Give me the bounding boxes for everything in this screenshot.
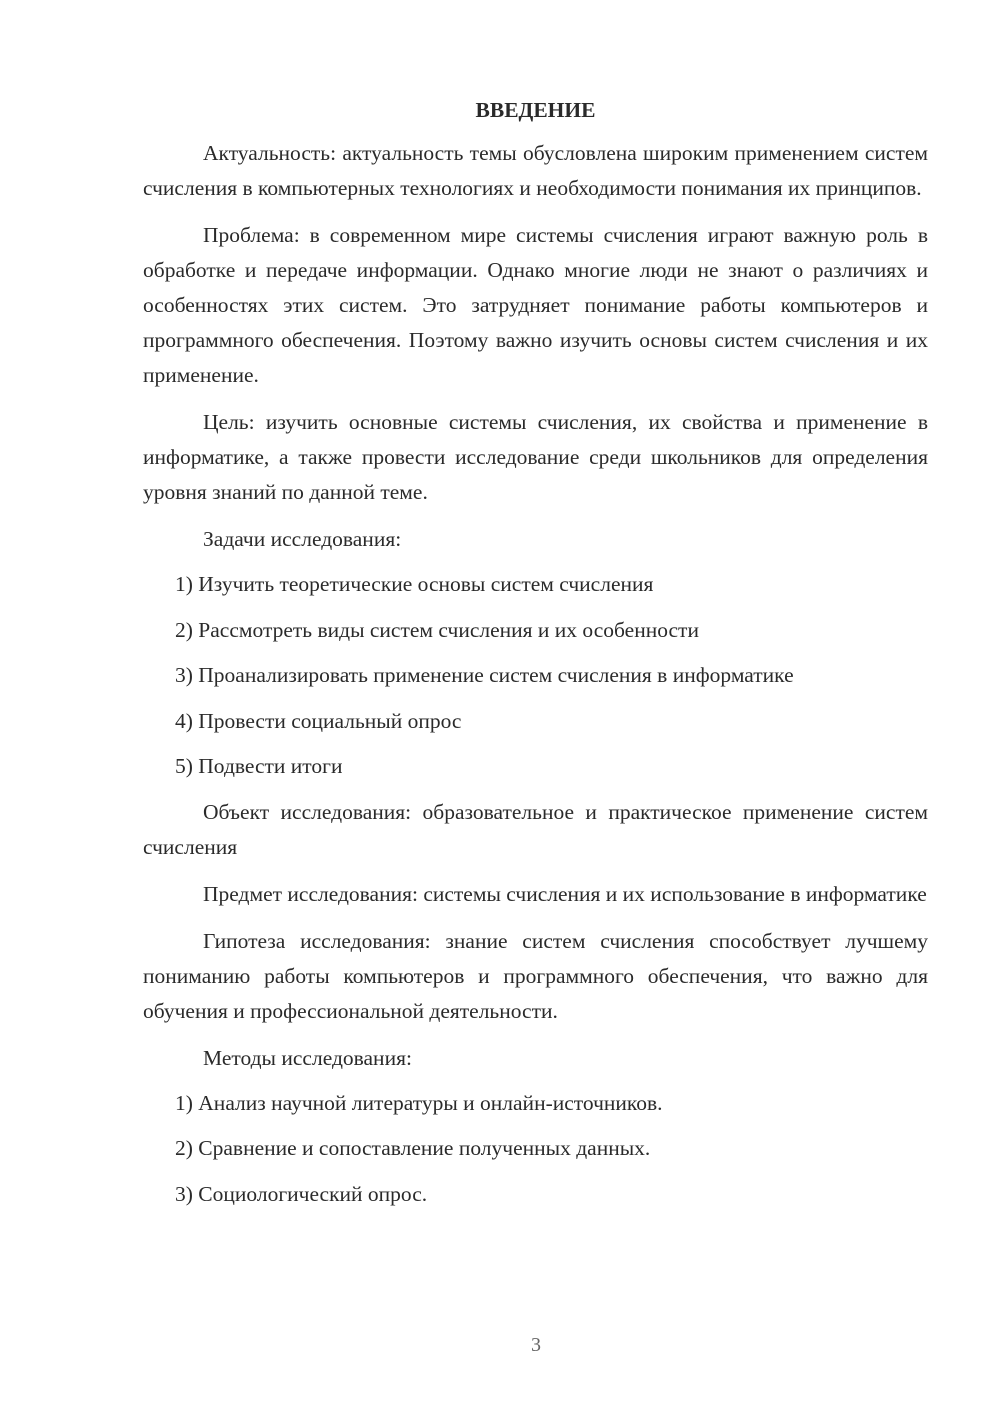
object-paragraph: Объект исследования: образовательное и практическое применение систем счисления [143,799,928,859]
list-item: 5) Подвести итоги [175,754,343,778]
subject-paragraph: Предмет исследования: системы счисления и их использование в информатике [203,881,927,906]
goal-paragraph: Цель: изучить основные системы счисления, их свойства и применение в информатике, а также провести исследование среди школьников для определения уровня знаний по данной теме. [143,410,928,504]
list-item: 4) Провести социальный опрос [175,708,462,733]
tasks-list [143,567,928,784]
page-number: 3 [531,1334,541,1356]
tasks-label: Задачи исследования: [203,527,402,551]
relevance-paragraph: Актуальность: актуальность темы обусловлена широким применением систем счисления в компьютерных технологиях и необходимости понимания их принципов. [143,141,928,200]
problem-paragraph: Проблема: в современном мире системы счисления играют важную роль в обработке и передаче информации. Однако многие люди не знают о различиях и особенностях этих систем. Это затрудняет понимание работы компьютеров и программного обеспечения. Поэтому важно изучить основы систем счисления и их применение. [143,223,928,387]
list-item: 3) Социологический опрос. [175,1181,428,1206]
methods-list [143,1086,928,1212]
list-item: 2) Рассмотреть виды систем счисления и их особенности [175,617,699,642]
list-item: 1) Анализ научной литературы и онлайн-источников. [175,1090,663,1115]
list-item: 2) Сравнение и сопоставление полученных данных. [175,1136,651,1160]
methods-label: Методы исследования: [203,1045,412,1070]
section-title: ВВЕДЕНИЕ [475,98,596,122]
list-item: 1) Изучить теоретические основы систем счисления [175,572,654,596]
document-page [143,96,928,1222]
hypothesis-paragraph: Гипотеза исследования: знание систем счисления способствует лучшему пониманию работы компьютеров и программного обеспечения, что важно для обучения и профессиональной деятельности. [143,928,928,1023]
list-item: 3) Проанализировать применение систем счисления в информатике [175,663,794,687]
